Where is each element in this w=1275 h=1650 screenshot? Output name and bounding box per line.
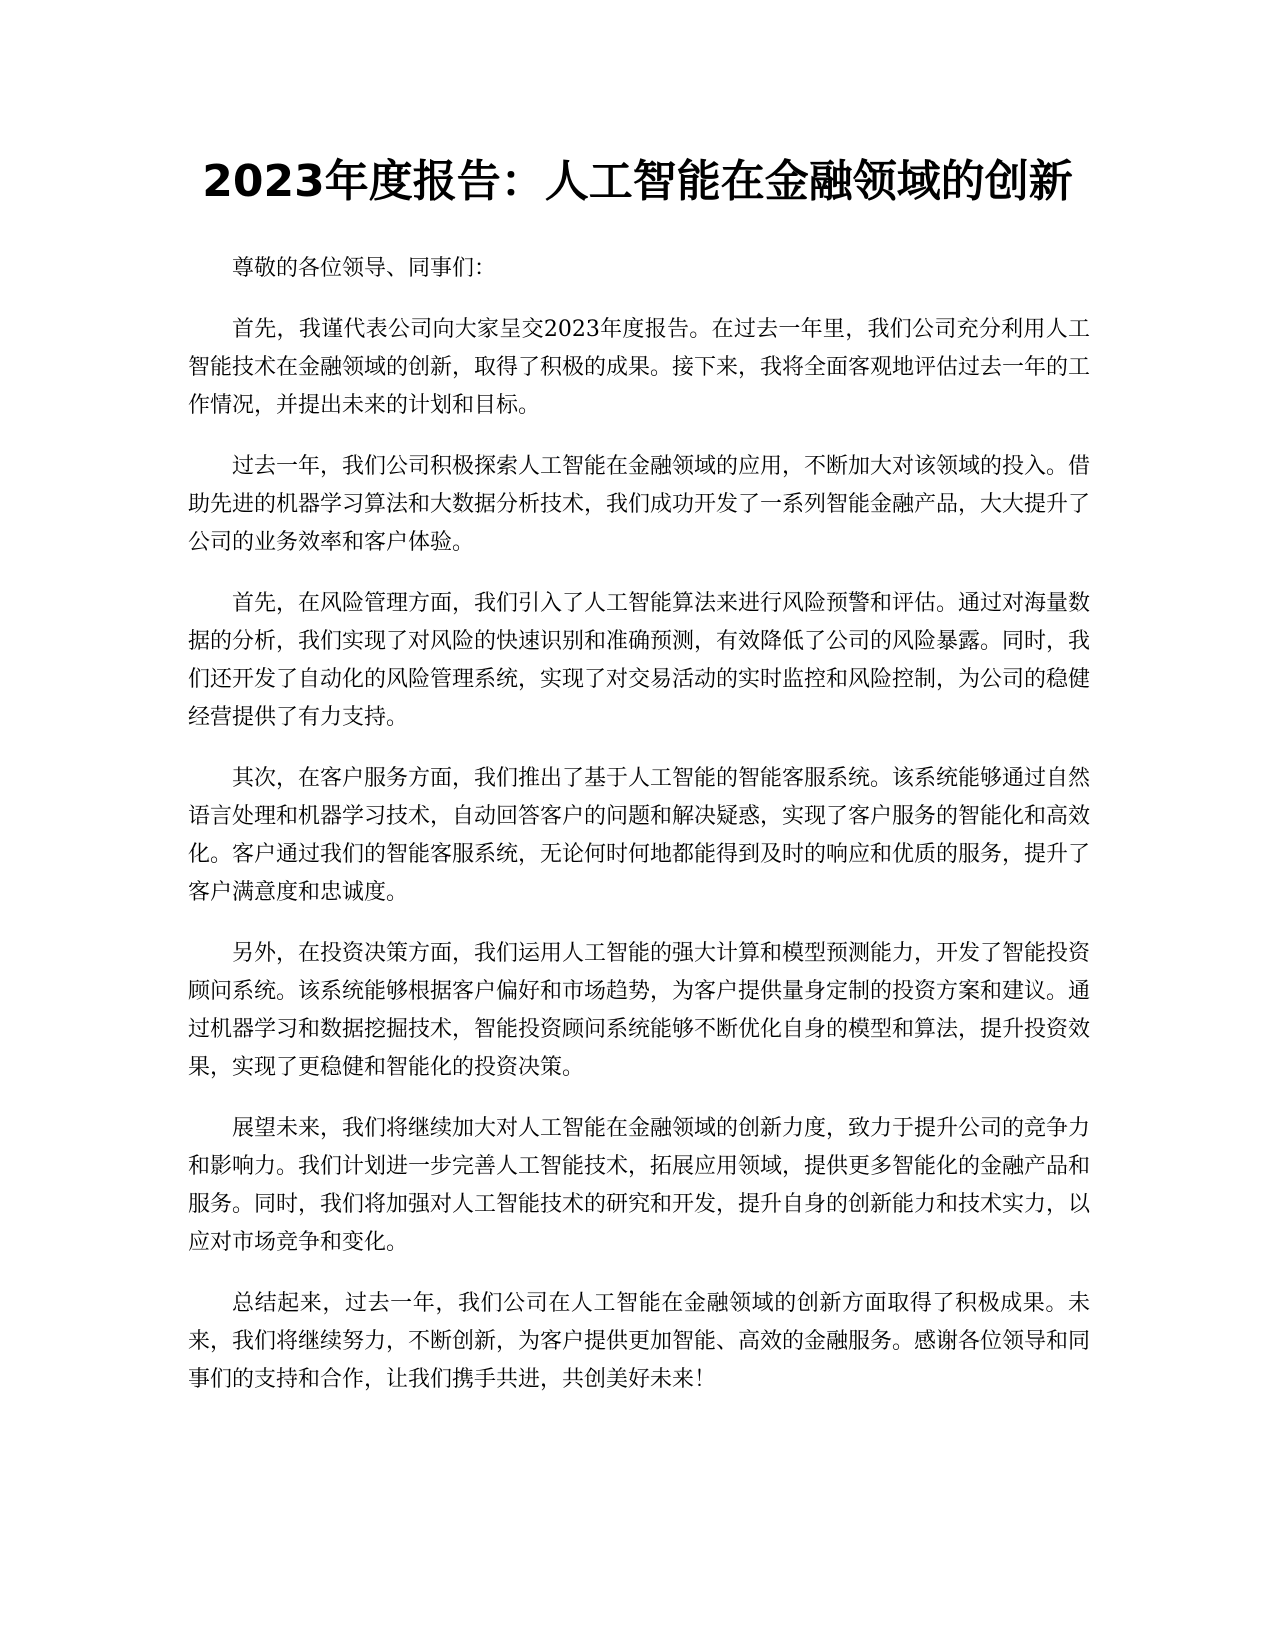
body-paragraph-6: 展望未来，我们将继续加大对人工智能在金融领域的创新力度，致力于提升公司的竞争力和影响力。我们计划进一步完善人工智能技术，拓展应用领域，提供更多智能化的金融产品和服务。同时，我们将加强对人工智能技术的研究和开发，提升自身的创新能力和技术实力，以应对市场竞争和变化。 <box>188 1116 1091 1255</box>
body-paragraph-4: 其次，在客户服务方面，我们推出了基于人工智能的智能客服系统。该系统能够通过自然语言处理和机器学习技术，自动回答客户的问题和解决疑惑，实现了客户服务的智能化和高效化。客户通过我们的智能客服系统，无论何时何地都能得到及时的响应和优质的服务，提升了客户满意度和忠诚度。 <box>188 766 1091 905</box>
body-paragraph-2: 过去一年，我们公司积极探索人工智能在金融领域的应用，不断加大对该领域的投入。借助先进的机器学习算法和大数据分析技术，我们成功开发了一系列智能金融产品，大大提升了公司的业务效率和客户体验。 <box>188 454 1091 555</box>
body-paragraph-7: 总结起来，过去一年，我们公司在人工智能在金融领域的创新方面取得了积极成果。未来，我们将继续努力，不断创新，为客户提供更加智能、高效的金融服务。感谢各位领导和同事们的支持和合作，让我们携手共进，共创美好未来！ <box>188 1291 1091 1392</box>
body-paragraph-1: 首先，我谨代表公司向大家呈交2023年度报告。在过去一年里，我们公司充分利用人工智能技术在金融领域的创新，取得了积极的成果。接下来，我将全面客观地评估过去一年的工作情况，并提出未来的计划和目标。 <box>188 317 1091 418</box>
document-title: 2023年度报告：人工智能在金融领域的创新 <box>202 156 1073 207</box>
greeting-paragraph: 尊敬的各位领导、同事们： <box>232 256 497 281</box>
body-paragraph-5: 另外，在投资决策方面，我们运用人工智能的强大计算和模型预测能力，开发了智能投资顾问系统。该系统能够根据客户偏好和市场趋势，为客户提供量身定制的投资方案和建议。通过机器学习和数据挖掘技术，智能投资顾问系统能够不断优化自身的模型和算法，提升投资效果，实现了更稳健和智能化的投资决策。 <box>188 941 1091 1080</box>
body-paragraph-3: 首先，在风险管理方面，我们引入了人工智能算法来进行风险预警和评估。通过对海量数据的分析，我们实现了对风险的快速识别和准确预测，有效降低了公司的风险暴露。同时，我们还开发了自动化的风险管理系统，实现了对交易活动的实时监控和风险控制，为公司的稳健经营提供了有力支持。 <box>188 591 1091 730</box>
document-body <box>188 250 1090 1422</box>
